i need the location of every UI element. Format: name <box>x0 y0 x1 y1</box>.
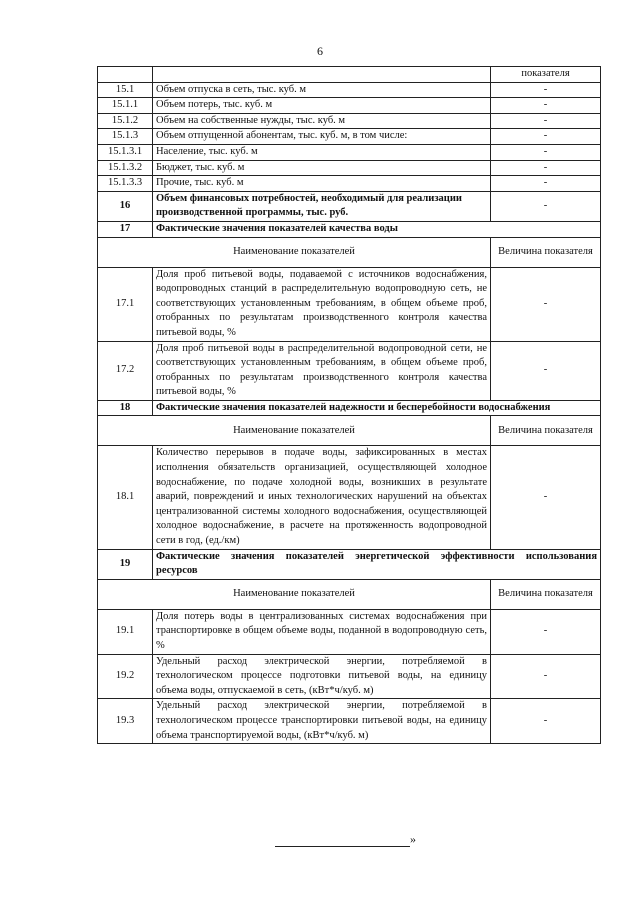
footer-signature-line <box>275 832 445 847</box>
subheader-row <box>98 579 601 609</box>
subheader-name: Наименование показателей <box>98 416 491 446</box>
cell-num: 18 <box>98 400 153 416</box>
section-heading: Фактические значения показателей качества воды <box>153 221 601 237</box>
section-heading-row <box>98 549 601 579</box>
table-row <box>98 144 601 160</box>
table-row <box>98 341 601 400</box>
section-heading: Фактические значения показателей надежности и бесперебойности водоснабжения <box>153 400 601 416</box>
cell-num: 16 <box>98 191 153 221</box>
indicators-table <box>97 66 601 744</box>
blank-line <box>275 834 410 847</box>
cell-label: Объем отпущенной абонентам, тыс. куб. м, в том числе: <box>153 129 491 145</box>
table-row <box>98 160 601 176</box>
cell-num: 15.1 <box>98 82 153 98</box>
subheader-row <box>98 237 601 267</box>
subheader-name: Наименование показателей <box>98 237 491 267</box>
cell-label: Доля потерь воды в централизованных системах водоснабжения при транспортировке в общем объеме воды, поданной в водопроводную сеть, % <box>153 609 491 654</box>
cell-num: 19.3 <box>98 699 153 744</box>
table-row <box>98 176 601 192</box>
cell-num: 15.1.3.2 <box>98 160 153 176</box>
cell-label: Прочие, тыс. куб. м <box>153 176 491 192</box>
cell-num: 15.1.3.1 <box>98 144 153 160</box>
cell-num: 19 <box>98 549 153 579</box>
closing-quote: » <box>410 832 416 846</box>
page-number: 6 <box>317 44 323 58</box>
table-row <box>98 699 601 744</box>
table-row <box>98 446 601 549</box>
cell-num: 19.1 <box>98 609 153 654</box>
cell-label <box>153 67 491 83</box>
table-row <box>98 191 601 221</box>
cell-num: 15.1.1 <box>98 98 153 114</box>
cell-label: Удельный расход электрической энергии, потребляемой в технологическом процессе транспортировки питьевой воды, на единицу объема транспортируемой воды, (кВт*ч/куб. м) <box>153 699 491 744</box>
cell-value: - <box>491 446 601 549</box>
cell-label: Удельный расход электрической энергии, потребляемой в технологическом процессе подготовки питьевой воды, на единицу объема воды, отпускаемой в сеть, (кВт*ч/куб. м) <box>153 654 491 699</box>
cell-num: 17 <box>98 221 153 237</box>
cell-value: - <box>491 191 601 221</box>
cell-label: Объем отпуска в сеть, тыс. куб. м <box>153 82 491 98</box>
cell-value: - <box>491 98 601 114</box>
cell-label: Доля проб питьевой воды в распределительной водопроводной сети, не соответствующих установленным требованиям, в общем объеме проб, отобранных по результатам производственного контроля качества питьевой воды, % <box>153 341 491 400</box>
cell-value: - <box>491 176 601 192</box>
cell-num: 17.1 <box>98 267 153 341</box>
cell-value: - <box>491 654 601 699</box>
cell-value: - <box>491 160 601 176</box>
cell-label: Население, тыс. куб. м <box>153 144 491 160</box>
cell-value: - <box>491 267 601 341</box>
cell-value: - <box>491 82 601 98</box>
subheader-row <box>98 416 601 446</box>
section-heading: Фактические значения показателей энергетической эффективности использования ресурсов <box>153 549 601 579</box>
table-row <box>98 267 601 341</box>
subheader-value: Величина показателя <box>491 416 601 446</box>
cell-num <box>98 67 153 83</box>
subheader-value: Величина показателя <box>491 237 601 267</box>
cell-value: - <box>491 113 601 129</box>
cell-label: Объем финансовых потребностей, необходимый для реализации производственной программы, тыс. руб. <box>153 191 491 221</box>
cell-num: 15.1.2 <box>98 113 153 129</box>
cell-num: 19.2 <box>98 654 153 699</box>
subheader-name: Наименование показателей <box>98 579 491 609</box>
table-row <box>98 654 601 699</box>
table-row <box>98 98 601 114</box>
cell-num: 15.1.3 <box>98 129 153 145</box>
cell-num: 17.2 <box>98 341 153 400</box>
cell-value: - <box>491 341 601 400</box>
table-row <box>98 82 601 98</box>
cell-value: - <box>491 699 601 744</box>
cell-value: показателя <box>491 67 601 83</box>
cell-label: Бюджет, тыс. куб. м <box>153 160 491 176</box>
table-row <box>98 113 601 129</box>
cell-value: - <box>491 129 601 145</box>
table-row <box>98 67 601 83</box>
cell-num: 15.1.3.3 <box>98 176 153 192</box>
table-row <box>98 609 601 654</box>
cell-num: 18.1 <box>98 446 153 549</box>
subheader-value: Величина показателя <box>491 579 601 609</box>
cell-value: - <box>491 144 601 160</box>
cell-label: Количество перерывов в подаче воды, зафиксированных в местах исполнения обязательств организацией, осуществляющей холодное водоснабжение, по подаче холодной воды, возникших в результате аварий, повреждений и иных технологических нарушений на объектах централизованной системы холодного водоснабжения, осуществляющей холодное водоснабжение, в расчете на протяженность водопроводной сети в год, (ед./км) <box>153 446 491 549</box>
cell-label: Объем потерь, тыс. куб. м <box>153 98 491 114</box>
cell-value: - <box>491 609 601 654</box>
section-heading-row <box>98 221 601 237</box>
cell-label: Доля проб питьевой воды, подаваемой с источников водоснабжения, водопроводных станций в распределительную водопроводную сеть, не соответствующих установленным требованиям, в общем объеме проб, отобранных по результатам производственного контроля качества питьевой воды, % <box>153 267 491 341</box>
table-row <box>98 129 601 145</box>
section-heading-row <box>98 400 601 416</box>
cell-label: Объем на собственные нужды, тыс. куб. м <box>153 113 491 129</box>
